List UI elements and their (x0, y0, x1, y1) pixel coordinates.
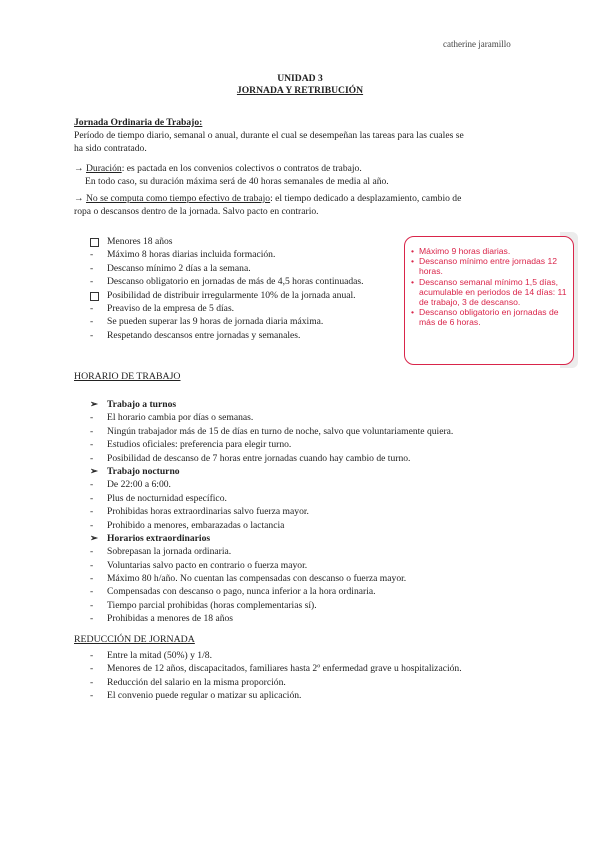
ordinaria-definition-line1: Período de tiempo diario, semanal o anual, durante el cual se desempeñan las tareas para las cuales se (74, 130, 464, 141)
menores-item (90, 236, 364, 249)
reduccion-item (90, 677, 462, 690)
horario-item (90, 586, 453, 599)
menores-item (90, 316, 364, 329)
horario-item (90, 600, 453, 613)
horario-item-text: Trabajo nocturno (107, 465, 180, 477)
menores-item (90, 290, 364, 303)
duracion-line (74, 163, 544, 176)
horario-item-text: Voluntarias salvo pacto en contrario o fuerza mayor. (107, 559, 308, 571)
horario-item-text: Trabajo a turnos (107, 399, 177, 410)
dash-bullet: - (90, 599, 94, 611)
horario-item (90, 412, 453, 425)
dash-bullet: - (90, 546, 94, 558)
menores-item-text: Respetando descansos entre jornadas y semanales. (107, 329, 301, 341)
dash-bullet: - (90, 249, 94, 261)
menores-item-text: Posibilidad de distribuir irregularmente 10% de la jornada anual. (107, 289, 356, 301)
duracion-line2: En todo caso, su duración máxima será de 40 horas semanales de media al año. (85, 176, 389, 187)
horario-item (90, 506, 453, 519)
menores-item-text: Descanso mínimo 2 días a la semana. (107, 262, 251, 274)
dash-bullet: - (90, 412, 94, 424)
ordinaria-heading: Jornada Ordinaria de Trabajo: (74, 117, 203, 128)
horario-item-text: Estudios oficiales: preferencia para elegir turno. (107, 439, 292, 451)
dash-bullet: - (90, 316, 94, 328)
note-item: • Descanso obligatorio en jornadas de más de 6 horas. (419, 307, 567, 327)
menores-item-text: Descanso obligatorio en jornadas de más de 4,5 horas continuadas. (107, 276, 364, 288)
horario-item (90, 453, 453, 466)
dash-bullet: - (90, 302, 94, 314)
dash-bullet: - (90, 663, 94, 675)
dash-bullet: - (90, 492, 94, 504)
nocomputa-line2: ropa o descansos dentro de la jornada. Salvo pacto en contrario. (74, 206, 319, 217)
dash-bullet: - (90, 425, 94, 437)
horario-item-text: Máximo 80 h/año. No cuentan las compensadas con descanso o fuerza mayor. (107, 573, 407, 585)
menores-item (90, 330, 364, 343)
dash-bullet: - (90, 690, 94, 702)
horario-item (90, 479, 453, 492)
arrow-bullet-icon: ➢ (90, 399, 99, 410)
arrow-icon: → (74, 163, 84, 174)
horario-item (90, 546, 453, 559)
menores-item-text: Máximo 8 horas diarias incluida formación. (107, 249, 276, 261)
horario-item-text: Horarios extraordinarios (107, 532, 211, 544)
nocomputa-text: : el tiempo dedicado a desplazamiento, cambio de (270, 193, 462, 204)
checkbox-icon (90, 238, 99, 247)
reduccion-item-text: El convenio puede regular o matizar su aplicación. (107, 690, 302, 702)
note-item: • Descanso semanal mínimo 1,5 días, acumulable en periodos de 14 días: 11 de trabajo, 3 de descanso. (419, 277, 567, 308)
reduccion-list (90, 650, 462, 704)
horario-item (90, 426, 453, 439)
horario-item-text: El horario cambia por días o semanas. (107, 412, 254, 424)
arrow-bullet-icon: ➢ (90, 465, 99, 477)
dash-bullet: - (90, 452, 94, 464)
dash-bullet: - (90, 650, 94, 661)
menores-item-text: Menores 18 años (107, 236, 173, 247)
horario-item (90, 399, 453, 412)
horario-heading: HORARIO DE TRABAJO (74, 371, 181, 382)
horario-item-text: Ningún trabajador más de 15 de días en turno de noche, salvo que voluntariamente quiera. (107, 425, 454, 437)
unit-subtitle: JORNADA Y RETRIBUCIÓN (236, 85, 364, 96)
menores-item (90, 276, 364, 289)
note-box (404, 236, 574, 365)
reduccion-item-text: Menores de 12 años, discapacitados, familiares hasta 2º enfermedad grave u hospitalización. (107, 663, 462, 675)
reduccion-item-text: Entre la mitad (50%) y 1/8. (107, 650, 212, 661)
nocomputa-line (74, 193, 544, 206)
reduccion-item (90, 650, 462, 663)
dash-bullet: - (90, 329, 94, 341)
dash-bullet: - (90, 506, 94, 518)
menores-item (90, 263, 364, 276)
dash-bullet: - (90, 586, 94, 598)
menores-item (90, 303, 364, 316)
arrow-bullet-icon: ➢ (90, 532, 99, 544)
reduccion-item (90, 663, 462, 676)
horario-item-text: Compensadas con descanso o pago, nunca inferior a la hora ordinaria. (107, 586, 376, 598)
horario-item-text: Prohibido a menores, embarazadas o lactancia (107, 519, 285, 531)
reduccion-item (90, 690, 462, 703)
menores-item-text: Preaviso de la empresa de 5 días. (107, 302, 235, 314)
horario-item (90, 520, 453, 533)
horario-item (90, 533, 453, 546)
note-list (405, 237, 573, 328)
ordinaria-definition-line2: ha sido contratado. (74, 143, 147, 154)
dash-bullet: - (90, 439, 94, 451)
nocomputa-label: No se computa como tiempo efectivo de trabajo (86, 193, 271, 204)
note-item: • Descanso mínimo entre jornadas 12 horas. (419, 256, 567, 276)
dash-bullet: - (90, 573, 94, 585)
horario-item-text: Posibilidad de descanso de 7 horas entre jornadas cuando hay cambio de turno. (107, 452, 411, 464)
dash-bullet: - (90, 276, 94, 288)
duracion-label: Duración (86, 163, 122, 174)
duracion-text: : es pactada en los convenios colectivos o contratos de trabajo. (121, 163, 362, 174)
menores-item-text: Se pueden superar las 9 horas de jornada diaria máxima. (107, 316, 324, 328)
horario-item (90, 560, 453, 573)
dash-bullet: - (90, 613, 94, 625)
horario-item-text: Plus de nocturnidad específico. (107, 492, 227, 504)
checkbox-icon (90, 292, 99, 301)
dash-bullet: - (90, 479, 94, 491)
horario-item-text: Prohibidas horas extraordinarias salvo fuerza mayor. (107, 506, 309, 518)
horario-item-text: Sobrepasan la jornada ordinaria. (107, 546, 232, 558)
horario-item-text: Prohibidas a menores de 18 años (107, 613, 234, 625)
reduccion-heading: REDUCCIÓN DE JORNADA (74, 634, 195, 645)
dash-bullet: - (90, 519, 94, 531)
horario-item (90, 613, 453, 626)
horario-item (90, 573, 453, 586)
author-name: catherine jaramillo (443, 39, 511, 49)
menores-item (90, 249, 364, 262)
menores-list (90, 236, 364, 343)
dash-bullet: - (90, 262, 94, 274)
horario-item-text: Tiempo parcial prohibidas (horas complementarias sí). (107, 599, 317, 611)
dash-bullet: - (90, 676, 94, 688)
unit-title: UNIDAD 3 (277, 73, 323, 84)
note-item: • Máximo 9 horas diarias. (419, 246, 567, 256)
horario-list (90, 399, 453, 627)
arrow-icon: → (74, 193, 84, 204)
horario-item (90, 493, 453, 506)
horario-item (90, 466, 453, 479)
horario-item-text: De 22:00 a 6:00. (107, 479, 171, 491)
reduccion-item-text: Reducción del salario en la misma proporción. (107, 676, 286, 688)
horario-item (90, 439, 453, 452)
dash-bullet: - (90, 559, 94, 571)
